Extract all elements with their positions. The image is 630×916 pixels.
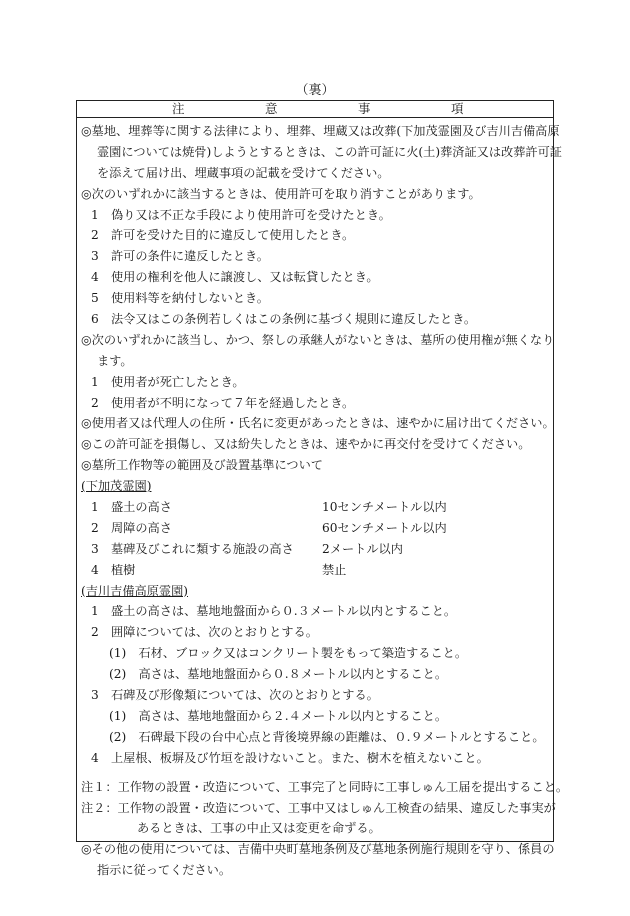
header-char-4: 項 <box>451 101 464 116</box>
list-item: 6 法令又はこの条例若しくはこの条例に基づく規則に違反したとき。 <box>91 312 477 327</box>
notice-revocation: ◎次のいずれかに該当するときは、使用許可を取り消すことがあります。 <box>81 186 481 201</box>
list-item: 3 石碑及び形像類については、次のとおりとする。 <box>91 688 379 703</box>
list-item: (2) 石碑最下段の台中心点と背後境界線の距離は、０.９メートルとすること。 <box>109 729 545 744</box>
notice-burial-procedure-cont: を添えて届け出、埋蔵事項の記載を受けてください。 <box>97 165 390 180</box>
note-1: 注１：工作物の設置・改造について、工事完了と同時に工事しゅん工届を提出すること。 <box>81 779 569 794</box>
list-item: 2 使用者が不明になって７年を経過したとき。 <box>91 395 355 410</box>
section-title: (下加茂霊園) <box>81 479 152 494</box>
table-row <box>81 497 549 518</box>
table-row <box>81 518 549 539</box>
notice-other-use-cont: 指示に従ってください。 <box>97 863 232 878</box>
standard-label: 1 盛土の高さ <box>91 500 172 515</box>
list-item: 1 盛土の高さは、墓地地盤面から０.３メートル以内とすること。 <box>91 604 457 619</box>
notice-other-use: ◎その他の使用については、吉備中央町墓地条例及び墓地条例施行規則を守り、係員の <box>81 842 555 857</box>
list-item: (1) 高さは、墓地地盤面から２.４メートル以内とすること。 <box>109 708 448 723</box>
list-item: 4 上屋根、板塀及び竹垣を設けないこと。また、樹木を植えないこと。 <box>91 750 489 765</box>
note-2-cont: あるときは、工事の中止又は変更を命ずる。 <box>137 821 381 836</box>
standard-label: 2 周障の高さ <box>91 520 172 535</box>
list-item: 5 使用料等を納付しないとき。 <box>91 291 269 306</box>
header-char-2: 意 <box>265 101 278 116</box>
standard-value: 10センチメートル以内 <box>322 500 447 515</box>
standard-value: 60センチメートル以内 <box>322 520 447 535</box>
table-header <box>77 101 553 118</box>
notice-standards: ◎墓所工作物等の範囲及び設置基準について <box>81 458 323 473</box>
page-title: （裏） <box>295 83 335 98</box>
list-item: 1 使用者が死亡したとき。 <box>91 374 245 389</box>
spacer <box>81 769 549 777</box>
notice-burial-procedure-cont: 霊園については焼骨)しようとするときは、この許可証に火(土)葬済証又は改葬許可証 <box>97 144 562 159</box>
table-row <box>81 539 549 560</box>
standard-value: 2メートル以内 <box>322 541 403 556</box>
list-item: 4 使用の権利を他人に譲渡し、又は転貸したとき。 <box>91 270 379 285</box>
section-title: (吉川吉備高原霊園) <box>81 583 189 598</box>
section-shimokamo <box>81 476 549 497</box>
note-2: 注２：工作物の設置・改造について、工事中又はしゅん工検査の結果、違反した事実が <box>81 800 556 815</box>
notice-address-change: ◎使用者又は代理人の住所・氏名に変更があったときは、速やかに届け出てください。 <box>81 416 555 431</box>
list-item: (2) 高さは、墓地地盤面から０.８メートル以内とすること。 <box>109 667 448 682</box>
standard-label: 4 植樹 <box>91 562 136 577</box>
list-item: 1 偽り又は不正な手段により使用許可を受けたとき。 <box>91 207 391 222</box>
notice-reissue: ◎この許可証を損傷し、又は紛失したときは、速やかに再交付を受けてください。 <box>81 437 531 452</box>
notice-burial-procedure: ◎墓地、埋葬等に関する法律により、埋葬、埋蔵又は改葬(下加茂霊園及び吉川吉備高原 <box>81 124 560 138</box>
standard-label: 3 墓碑及びこれに類する施設の高さ <box>91 541 294 556</box>
header-char-3: 事 <box>358 101 371 116</box>
header-char-1: 注 <box>172 101 185 116</box>
table-row <box>81 560 549 581</box>
notice-loss-of-rights: ◎次のいずれかに該当し、かつ、祭しの承継人がないときは、墓所の使用権が無くなり <box>81 332 555 347</box>
standard-value: 禁止 <box>322 562 347 577</box>
notice-loss-of-rights-cont: ます。 <box>97 353 133 368</box>
notice-table <box>76 100 569 878</box>
list-item: 3 許可の条件に違反したとき。 <box>91 249 269 264</box>
list-item: 2 囲障については、次のとおりとする。 <box>91 625 318 640</box>
section-kibikogen <box>81 581 549 602</box>
list-item: 2 許可を受けた目的に違反して使用したとき。 <box>91 228 355 243</box>
list-item: (1) 石材、ブロック又はコンクリート製をもって築造すること。 <box>109 646 468 661</box>
notice-body <box>81 121 569 881</box>
